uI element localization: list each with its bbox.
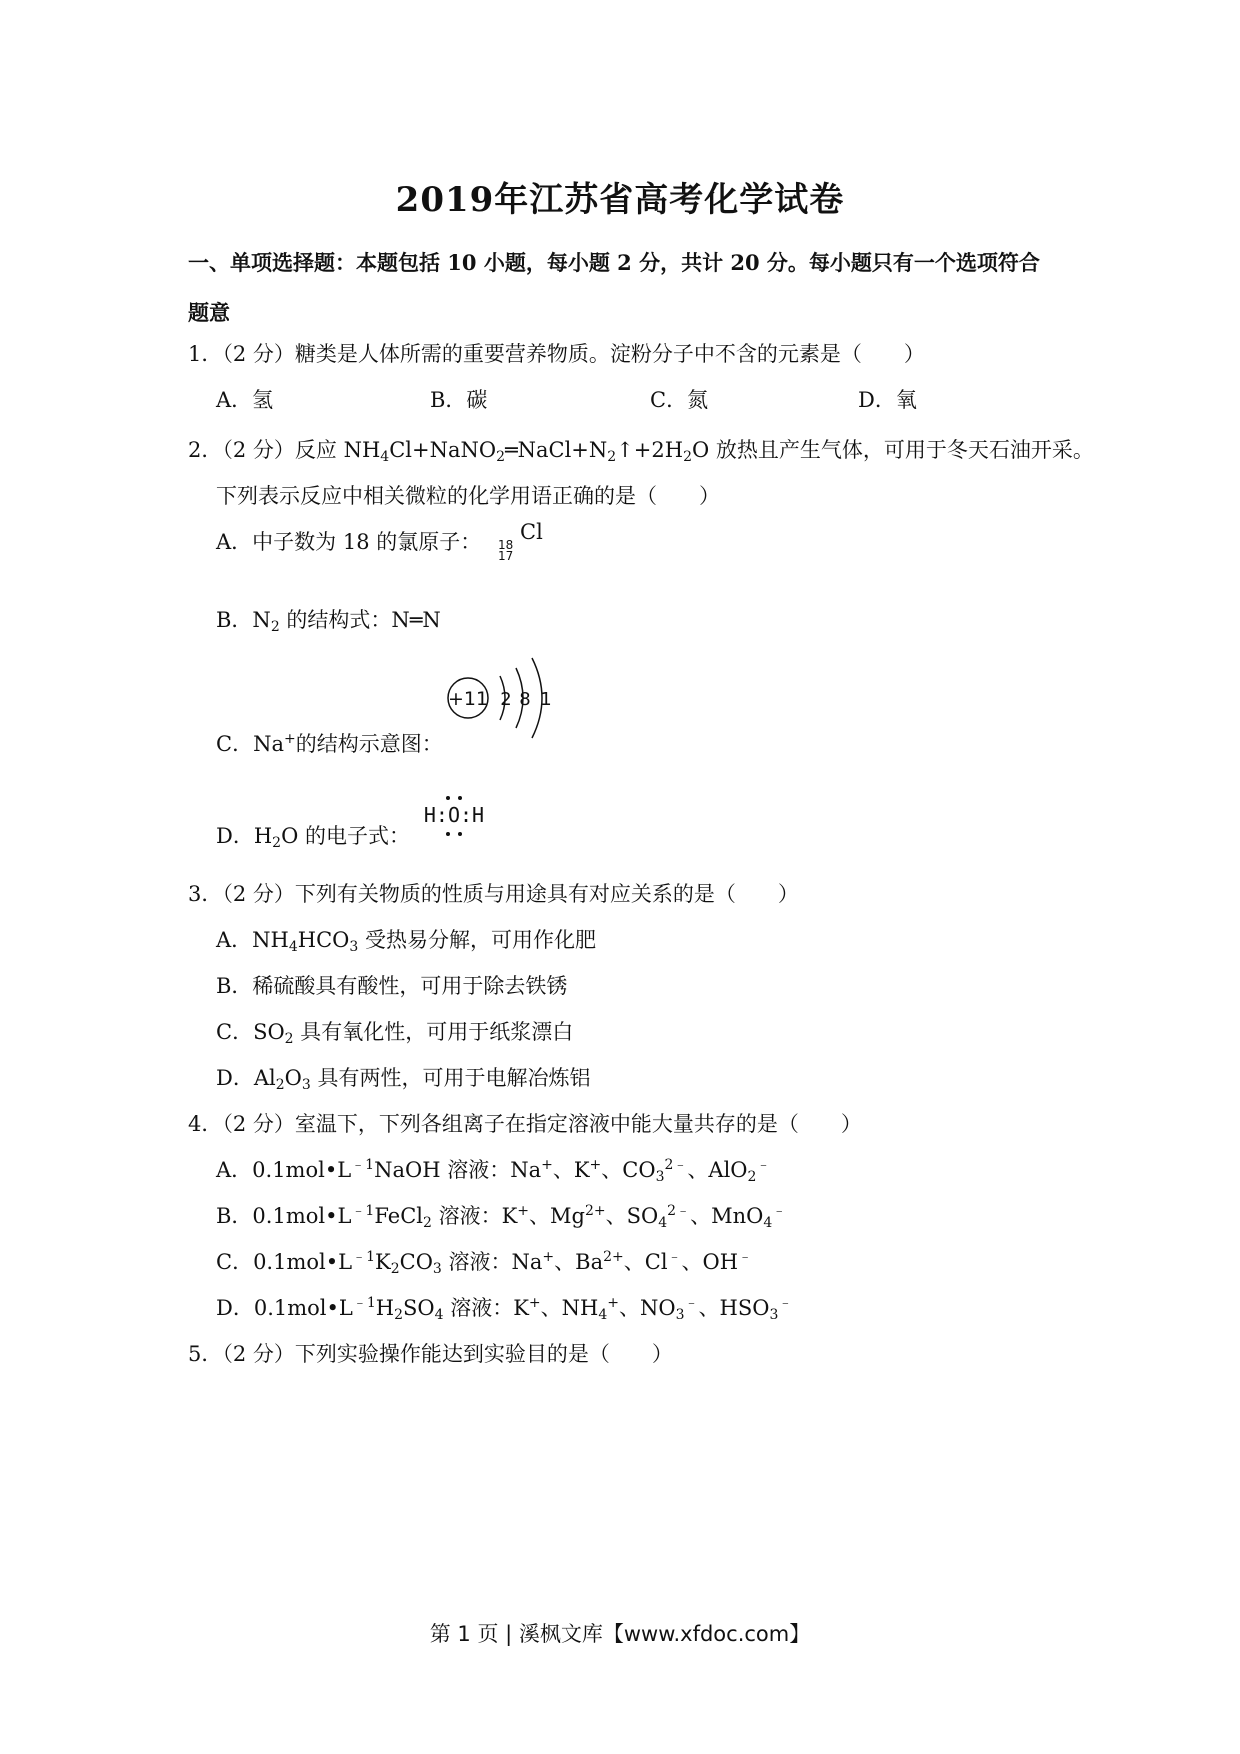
question-2-option-c: C．Na+的结构示意图：	[216, 731, 443, 756]
question-3-option-c: C．$SO_2$ 具有氧化性，可用于纸浆漂白	[216, 1020, 574, 1047]
question-4-option-b: B．$0.1mol•L^{﹣1}FeCl_2$ 溶液：K+、$Mg^{2+}$、$SO_4^{2﹣}$、MnO$_4$﹣	[216, 1203, 787, 1231]
nucleus-charge: +11	[447, 688, 489, 710]
nuclide-numbers	[498, 540, 513, 562]
section-heading-line1: 一、单项选择题：本题包括 10 小题，每小题 2 分，共计 20 分。每小题只有一个选项符合	[188, 250, 1040, 275]
option-d-text: 的电子式：	[304, 824, 410, 848]
question-2-option-d: D．$H_2O$ 的电子式：	[216, 824, 410, 851]
page-footer: 第 1 页 | 溪枫文库【www.xfdoc.com】	[429, 1622, 811, 1646]
question-1-option-b: B．碳	[430, 388, 488, 412]
option-c-text: 具有氧化性，可用于纸浆漂白	[300, 1020, 574, 1044]
electron-dot-top-2	[458, 796, 462, 800]
chlorine-symbol: Cl	[520, 520, 543, 544]
question-2-stem-line2: 下列表示反应中相关微粒的化学用语正确的是（ ）	[216, 484, 720, 508]
electron-dot-bottom-1	[446, 832, 450, 836]
question-3-stem: 3．（2 分）下列有关物质的性质与用途具有对应关系的是（ ）	[188, 882, 799, 906]
atomic-number: 17	[498, 549, 514, 563]
sodium-ion-structure-diagram	[442, 648, 572, 748]
question-4-stem: 4．（2 分）室温下，下列各组离子在指定溶液中能大量共存的是（ ）	[188, 1112, 862, 1136]
option-c-text: 的结构示意图：	[295, 732, 443, 756]
question-2-stem-line1: 2．（2 分）反应 $NH_4Cl+NaNO_2═NaCl+N_2↑+2H_2O$ 放热且产生气体，可用于冬天石油开采。	[188, 438, 1094, 465]
question-1-option-a: A．氢	[216, 388, 274, 412]
option-d-text: 具有两性，可用于电解冶炼铝	[317, 1066, 591, 1090]
question-3-option-d: D．$Al_2O_3$ 具有两性，可用于电解冶炼铝	[216, 1066, 591, 1093]
question-1-option-c: C．氮	[650, 388, 709, 412]
electron-dot-bottom-2	[458, 832, 462, 836]
option-a-text: 受热易分解，可用作化肥	[365, 928, 596, 952]
question-1-option-d: D．氧	[858, 388, 917, 412]
mass-number: 18	[498, 538, 514, 552]
question-3-option-b: B．稀硫酸具有酸性，可用于除去铁锈	[216, 974, 568, 998]
question-4-option-c: C．$0.1mol•L^{﹣1}K_2CO_3$ 溶液：Na+、$Ba^{2+}$、Cl﹣、OH﹣	[216, 1249, 753, 1277]
question-4-option-a: A．$0.1mol•L^{﹣1}NaOH$ 溶液：Na+、K+、$CO_3^{2﹣}$、AlO$_2$﹣	[216, 1157, 771, 1185]
question-3-option-a: A．$NH_4HCO_3$ 受热易分解，可用作化肥	[216, 928, 596, 955]
shell-electrons-2: 8	[519, 689, 531, 710]
question-2-option-a: A．中子数为 18 的氯原子：	[216, 530, 482, 554]
shell-electrons-3: 1	[540, 689, 552, 710]
water-electron-formula	[408, 790, 500, 840]
shell-electrons-1: 2	[500, 689, 512, 710]
section-heading-line2: 题意	[188, 300, 230, 325]
electron-dot-top-1	[446, 796, 450, 800]
question-1-stem: 1．（2 分）糖类是人体所需的重要营养物质。淀粉分子中不含的元素是（ ）	[188, 342, 925, 366]
page-title: 2019年江苏省高考化学试卷	[395, 180, 845, 220]
electron-formula-text: H:O:H	[423, 803, 485, 827]
question-2-option-b: B．$N_2$ 的结构式：N═N	[216, 608, 441, 635]
question-5-stem: 5．（2 分）下列实验操作能达到实验目的是（ ）	[188, 1342, 673, 1366]
question-4-option-d: D．$0.1mol•L^{﹣1}H_2SO_4$ 溶液：K+、$NH_4^+$、$NO_3^﹣$、$HSO_3^﹣$	[216, 1295, 793, 1323]
